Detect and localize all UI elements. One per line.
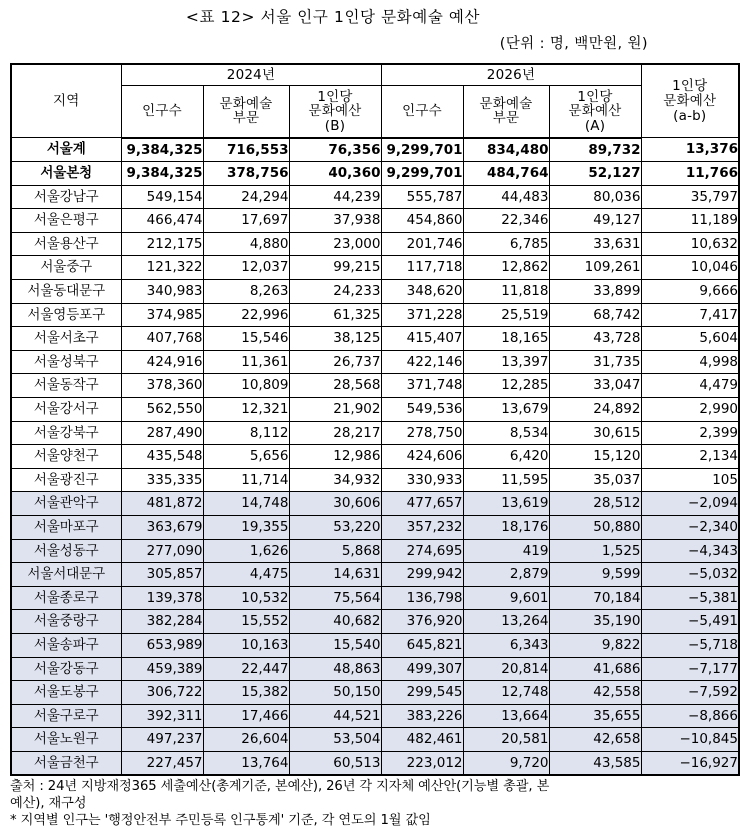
cell-pop-2026: 278,750 xyxy=(381,421,463,445)
cell-region: 서울서대문구 xyxy=(11,563,121,587)
cell-per-2026: 33,047 xyxy=(549,374,641,398)
cell-pop-2024: 227,457 xyxy=(121,751,203,775)
column-header-culture-2024 xyxy=(203,85,289,138)
cell-pop-2024: 435,548 xyxy=(121,445,203,469)
cell-culture-2024: 1,626 xyxy=(203,539,289,563)
cell-per-2026: 15,120 xyxy=(549,445,641,469)
cell-culture-2026: 13,397 xyxy=(463,350,549,374)
cell-per-2026: 33,899 xyxy=(549,280,641,304)
table-row xyxy=(11,280,739,304)
cell-diff: 11,766 xyxy=(641,162,739,186)
cell-culture-2024: 8,112 xyxy=(203,421,289,445)
cell-per-2024: 38,125 xyxy=(289,327,381,351)
cell-culture-2026: 20,581 xyxy=(463,728,549,752)
cell-diff: −5,491 xyxy=(641,610,739,634)
cell-region: 서울중구 xyxy=(11,256,121,280)
cell-pop-2024: 481,872 xyxy=(121,492,203,516)
cell-pop-2024: 9,384,325 xyxy=(121,162,203,186)
cell-pop-2024: 277,090 xyxy=(121,539,203,563)
table-header xyxy=(11,64,739,138)
cell-per-2026: 41,686 xyxy=(549,657,641,681)
cell-per-2024: 14,631 xyxy=(289,563,381,587)
cell-culture-2024: 15,546 xyxy=(203,327,289,351)
cell-culture-2026: 8,534 xyxy=(463,421,549,445)
cell-diff: 10,046 xyxy=(641,256,739,280)
cell-diff: 13,376 xyxy=(641,138,739,162)
cell-per-2024: 12,986 xyxy=(289,445,381,469)
cell-culture-2026: 44,483 xyxy=(463,185,549,209)
cell-per-2026: 70,184 xyxy=(549,586,641,610)
footnotes xyxy=(10,779,648,830)
table-row xyxy=(11,633,739,657)
cell-pop-2024: 121,322 xyxy=(121,256,203,280)
per-head-2026-line2: 문화예산 xyxy=(568,103,622,120)
cell-per-2024: 5,868 xyxy=(289,539,381,563)
cell-culture-2026: 11,818 xyxy=(463,280,549,304)
cell-pop-2024: 374,985 xyxy=(121,303,203,327)
cell-pop-2026: 549,536 xyxy=(381,398,463,422)
cell-per-2026: 89,732 xyxy=(549,138,641,162)
cell-region: 서울동작구 xyxy=(11,374,121,398)
cell-pop-2026: 136,798 xyxy=(381,586,463,610)
cell-culture-2026: 419 xyxy=(463,539,549,563)
cell-region: 서울금천구 xyxy=(11,751,121,775)
cell-per-2024: 23,000 xyxy=(289,232,381,256)
cell-culture-2024: 11,361 xyxy=(203,350,289,374)
per-head-2024-line2: 문화예산 xyxy=(308,103,362,120)
cell-per-2026: 109,261 xyxy=(549,256,641,280)
cell-pop-2026: 348,620 xyxy=(381,280,463,304)
cell-culture-2024: 12,037 xyxy=(203,256,289,280)
column-header-region: 지역 xyxy=(11,64,121,138)
cell-diff: −16,927 xyxy=(641,751,739,775)
cell-pop-2024: 305,857 xyxy=(121,563,203,587)
cell-culture-2024: 716,553 xyxy=(203,138,289,162)
table-row xyxy=(11,185,739,209)
cell-per-2026: 35,190 xyxy=(549,610,641,634)
cell-region: 서울동대문구 xyxy=(11,280,121,304)
footnote-source-line2: 예산), 재구성 xyxy=(10,795,87,811)
cell-culture-2026: 13,264 xyxy=(463,610,549,634)
cell-pop-2026: 383,226 xyxy=(381,704,463,728)
table-row xyxy=(11,303,739,327)
column-header-culture-2026 xyxy=(463,85,549,138)
cell-diff: −7,177 xyxy=(641,657,739,681)
cell-culture-2026: 484,764 xyxy=(463,162,549,186)
cell-per-2026: 31,735 xyxy=(549,350,641,374)
table-row xyxy=(11,232,739,256)
cell-pop-2026: 555,787 xyxy=(381,185,463,209)
column-header-population-2026: 인구수 xyxy=(381,85,463,138)
cell-region: 서울강동구 xyxy=(11,657,121,681)
header-row-sub xyxy=(11,85,739,138)
cell-diff: −2,340 xyxy=(641,515,739,539)
cell-region: 서울송파구 xyxy=(11,633,121,657)
cell-culture-2026: 12,862 xyxy=(463,256,549,280)
cell-culture-2024: 4,475 xyxy=(203,563,289,587)
cell-region: 서울광진구 xyxy=(11,468,121,492)
cell-per-2026: 49,127 xyxy=(549,209,641,233)
cell-region: 서울성북구 xyxy=(11,350,121,374)
diff-head-line2: 문화예산 xyxy=(663,92,717,109)
cell-diff: −5,718 xyxy=(641,633,739,657)
cell-pop-2024: 287,490 xyxy=(121,421,203,445)
culture-head-2024-line1: 문화예술 xyxy=(219,95,273,112)
cell-pop-2026: 376,920 xyxy=(381,610,463,634)
cell-per-2024: 75,564 xyxy=(289,586,381,610)
per-head-2024-line1: 1인당 xyxy=(317,88,353,105)
cell-pop-2024: 382,284 xyxy=(121,610,203,634)
table-container xyxy=(10,63,738,776)
cell-per-2026: 68,742 xyxy=(549,303,641,327)
cell-diff: −10,845 xyxy=(641,728,739,752)
cell-culture-2024: 22,447 xyxy=(203,657,289,681)
cell-per-2026: 33,631 xyxy=(549,232,641,256)
cell-culture-2026: 12,285 xyxy=(463,374,549,398)
cell-diff: 2,134 xyxy=(641,445,739,469)
cell-culture-2026: 13,664 xyxy=(463,704,549,728)
cell-per-2026: 9,599 xyxy=(549,563,641,587)
cell-culture-2026: 6,420 xyxy=(463,445,549,469)
cell-culture-2024: 4,880 xyxy=(203,232,289,256)
cell-pop-2024: 378,360 xyxy=(121,374,203,398)
cell-diff: −2,094 xyxy=(641,492,739,516)
cell-diff: 35,797 xyxy=(641,185,739,209)
column-header-year-2024: 2024년 xyxy=(121,64,381,86)
cell-diff: 2,990 xyxy=(641,398,739,422)
per-head-2026-line3: (A) xyxy=(584,117,606,134)
cell-culture-2024: 24,294 xyxy=(203,185,289,209)
column-header-population-2024: 인구수 xyxy=(121,85,203,138)
cell-per-2024: 48,863 xyxy=(289,657,381,681)
cell-pop-2026: 371,748 xyxy=(381,374,463,398)
cell-per-2026: 42,558 xyxy=(549,681,641,705)
diff-head-line3: (a-b) xyxy=(673,107,707,124)
column-header-year-2026: 2026년 xyxy=(381,64,641,86)
cell-per-2026: 80,036 xyxy=(549,185,641,209)
table-row xyxy=(11,704,739,728)
culture-head-2026-line2: 부문 xyxy=(492,110,520,127)
cell-per-2024: 26,737 xyxy=(289,350,381,374)
cell-region: 서울종로구 xyxy=(11,586,121,610)
cell-diff: −5,032 xyxy=(641,563,739,587)
table-row xyxy=(11,586,739,610)
cell-culture-2026: 834,480 xyxy=(463,138,549,162)
cell-region: 서울도봉구 xyxy=(11,681,121,705)
page-title: <표 12> 서울 인구 1인당 문화예술 예산 xyxy=(185,8,481,26)
cell-pop-2026: 201,746 xyxy=(381,232,463,256)
cell-culture-2026: 13,679 xyxy=(463,398,549,422)
cell-culture-2026: 6,343 xyxy=(463,633,549,657)
cell-culture-2024: 15,552 xyxy=(203,610,289,634)
cell-culture-2024: 11,714 xyxy=(203,468,289,492)
cell-pop-2026: 477,657 xyxy=(381,492,463,516)
cell-culture-2024: 10,532 xyxy=(203,586,289,610)
cell-pop-2026: 422,146 xyxy=(381,350,463,374)
cell-diff: 4,479 xyxy=(641,374,739,398)
cell-per-2024: 24,233 xyxy=(289,280,381,304)
cell-culture-2026: 2,879 xyxy=(463,563,549,587)
table-row xyxy=(11,327,739,351)
table-row xyxy=(11,256,739,280)
cell-per-2024: 28,217 xyxy=(289,421,381,445)
cell-pop-2026: 330,933 xyxy=(381,468,463,492)
cell-per-2026: 28,512 xyxy=(549,492,641,516)
cell-per-2024: 53,220 xyxy=(289,515,381,539)
cell-per-2024: 34,932 xyxy=(289,468,381,492)
cell-per-2024: 44,239 xyxy=(289,185,381,209)
cell-diff: 2,399 xyxy=(641,421,739,445)
cell-culture-2024: 14,748 xyxy=(203,492,289,516)
cell-culture-2026: 9,601 xyxy=(463,586,549,610)
cell-culture-2026: 13,619 xyxy=(463,492,549,516)
cell-region: 서울계 xyxy=(11,138,121,162)
cell-pop-2026: 117,718 xyxy=(381,256,463,280)
cell-region: 서울양천구 xyxy=(11,445,121,469)
cell-culture-2026: 20,814 xyxy=(463,657,549,681)
cell-region: 서울중랑구 xyxy=(11,610,121,634)
cell-diff: 11,189 xyxy=(641,209,739,233)
cell-region: 서울구로구 xyxy=(11,704,121,728)
cell-pop-2024: 9,384,325 xyxy=(121,138,203,162)
cell-per-2026: 43,585 xyxy=(549,751,641,775)
table-row xyxy=(11,610,739,634)
cell-region: 서울서초구 xyxy=(11,327,121,351)
cell-per-2026: 35,655 xyxy=(549,704,641,728)
cell-pop-2026: 482,461 xyxy=(381,728,463,752)
cell-pop-2026: 299,942 xyxy=(381,563,463,587)
cell-per-2024: 40,360 xyxy=(289,162,381,186)
cell-culture-2024: 5,656 xyxy=(203,445,289,469)
cell-per-2024: 76,356 xyxy=(289,138,381,162)
cell-culture-2024: 10,163 xyxy=(203,633,289,657)
cell-per-2026: 52,127 xyxy=(549,162,641,186)
per-head-2026-line1: 1인당 xyxy=(577,88,613,105)
cell-pop-2026: 274,695 xyxy=(381,539,463,563)
cell-pop-2024: 424,916 xyxy=(121,350,203,374)
table-row xyxy=(11,492,739,516)
cell-per-2024: 40,682 xyxy=(289,610,381,634)
cell-culture-2024: 26,604 xyxy=(203,728,289,752)
table-row xyxy=(11,209,739,233)
table-row xyxy=(11,138,739,162)
table-row xyxy=(11,657,739,681)
cell-pop-2024: 549,154 xyxy=(121,185,203,209)
cell-diff: 105 xyxy=(641,468,739,492)
cell-pop-2024: 407,768 xyxy=(121,327,203,351)
cell-pop-2024: 335,335 xyxy=(121,468,203,492)
cell-region: 서울강서구 xyxy=(11,398,121,422)
cell-culture-2026: 9,720 xyxy=(463,751,549,775)
culture-head-2026-line1: 문화예술 xyxy=(479,95,533,112)
cell-diff: 9,666 xyxy=(641,280,739,304)
cell-pop-2026: 424,606 xyxy=(381,445,463,469)
cell-per-2024: 53,504 xyxy=(289,728,381,752)
cell-culture-2026: 6,785 xyxy=(463,232,549,256)
cell-per-2026: 30,615 xyxy=(549,421,641,445)
cell-per-2026: 42,658 xyxy=(549,728,641,752)
cell-per-2026: 35,037 xyxy=(549,468,641,492)
table-body xyxy=(11,138,739,775)
cell-diff: 7,417 xyxy=(641,303,739,327)
cell-diff: 5,604 xyxy=(641,327,739,351)
footnote-source-line1: 출처 : 24년 지방재정365 세출예산(총계기준, 본예산), 26년 각 지자체 예산안(기능별 총괄, 본 xyxy=(10,779,550,795)
cell-culture-2024: 8,263 xyxy=(203,280,289,304)
cell-pop-2026: 9,299,701 xyxy=(381,138,463,162)
cell-pop-2026: 371,228 xyxy=(381,303,463,327)
cell-region: 서울노원구 xyxy=(11,728,121,752)
cell-pop-2024: 562,550 xyxy=(121,398,203,422)
table-row xyxy=(11,162,739,186)
cell-per-2024: 61,325 xyxy=(289,303,381,327)
table-row xyxy=(11,515,739,539)
cell-diff: −8,866 xyxy=(641,704,739,728)
cell-pop-2026: 454,860 xyxy=(381,209,463,233)
cell-region: 서울용산구 xyxy=(11,232,121,256)
cell-culture-2026: 11,595 xyxy=(463,468,549,492)
cell-per-2024: 21,902 xyxy=(289,398,381,422)
footnote-note: * 지역별 인구는 '행정안전부 주민등록 인구통계' 기준, 각 연도의 1월 값임 xyxy=(10,812,431,828)
cell-region: 서울성동구 xyxy=(11,539,121,563)
cell-pop-2026: 9,299,701 xyxy=(381,162,463,186)
cell-culture-2026: 18,176 xyxy=(463,515,549,539)
cell-pop-2024: 497,237 xyxy=(121,728,203,752)
cell-per-2024: 15,540 xyxy=(289,633,381,657)
table-row xyxy=(11,445,739,469)
cell-pop-2024: 139,378 xyxy=(121,586,203,610)
culture-head-2024-line2: 부문 xyxy=(232,110,260,127)
diff-head-line1: 1인당 xyxy=(672,78,708,95)
cell-per-2024: 28,568 xyxy=(289,374,381,398)
column-header-per-capita-2024 xyxy=(289,85,381,138)
cell-region: 서울영등포구 xyxy=(11,303,121,327)
cell-per-2024: 37,938 xyxy=(289,209,381,233)
cell-per-2024: 44,521 xyxy=(289,704,381,728)
cell-pop-2024: 459,389 xyxy=(121,657,203,681)
column-header-difference xyxy=(641,64,739,138)
cell-culture-2026: 22,346 xyxy=(463,209,549,233)
cell-region: 서울관악구 xyxy=(11,492,121,516)
cell-per-2026: 9,822 xyxy=(549,633,641,657)
table-row xyxy=(11,563,739,587)
cell-region: 서울은평구 xyxy=(11,209,121,233)
header-row-group xyxy=(11,64,739,86)
per-head-2024-line3: (B) xyxy=(324,117,346,134)
cell-culture-2024: 13,764 xyxy=(203,751,289,775)
cell-culture-2026: 12,748 xyxy=(463,681,549,705)
table-row xyxy=(11,421,739,445)
footnote-source xyxy=(10,779,648,813)
budget-table xyxy=(10,63,740,776)
table-row xyxy=(11,398,739,422)
cell-pop-2024: 340,983 xyxy=(121,280,203,304)
table-row xyxy=(11,681,739,705)
cell-region: 서울본청 xyxy=(11,162,121,186)
cell-diff: 10,632 xyxy=(641,232,739,256)
cell-culture-2024: 17,697 xyxy=(203,209,289,233)
cell-pop-2024: 392,311 xyxy=(121,704,203,728)
cell-diff: −5,381 xyxy=(641,586,739,610)
cell-culture-2024: 22,996 xyxy=(203,303,289,327)
cell-per-2026: 43,728 xyxy=(549,327,641,351)
table-row xyxy=(11,539,739,563)
cell-region: 서울강남구 xyxy=(11,185,121,209)
cell-culture-2024: 10,809 xyxy=(203,374,289,398)
cell-pop-2026: 645,821 xyxy=(381,633,463,657)
cell-pop-2024: 653,989 xyxy=(121,633,203,657)
cell-culture-2024: 15,382 xyxy=(203,681,289,705)
cell-pop-2024: 363,679 xyxy=(121,515,203,539)
cell-region: 서울마포구 xyxy=(11,515,121,539)
cell-per-2024: 50,150 xyxy=(289,681,381,705)
cell-culture-2024: 17,466 xyxy=(203,704,289,728)
cell-diff: −7,592 xyxy=(641,681,739,705)
cell-culture-2026: 18,165 xyxy=(463,327,549,351)
cell-region: 서울강북구 xyxy=(11,421,121,445)
cell-pop-2026: 357,232 xyxy=(381,515,463,539)
cell-pop-2024: 466,474 xyxy=(121,209,203,233)
cell-pop-2024: 212,175 xyxy=(121,232,203,256)
cell-culture-2026: 25,519 xyxy=(463,303,549,327)
cell-per-2026: 24,892 xyxy=(549,398,641,422)
cell-pop-2026: 223,012 xyxy=(381,751,463,775)
cell-per-2024: 30,606 xyxy=(289,492,381,516)
cell-culture-2024: 19,355 xyxy=(203,515,289,539)
cell-pop-2026: 299,545 xyxy=(381,681,463,705)
cell-culture-2024: 12,321 xyxy=(203,398,289,422)
cell-culture-2024: 378,756 xyxy=(203,162,289,186)
table-row xyxy=(11,350,739,374)
table-row xyxy=(11,728,739,752)
cell-per-2024: 60,513 xyxy=(289,751,381,775)
cell-pop-2026: 415,407 xyxy=(381,327,463,351)
table-row xyxy=(11,468,739,492)
cell-diff: 4,998 xyxy=(641,350,739,374)
cell-per-2024: 99,215 xyxy=(289,256,381,280)
unit-note: (단위 : 명, 백만원, 원) xyxy=(499,35,648,52)
column-header-per-capita-2026 xyxy=(549,85,641,138)
table-row xyxy=(11,374,739,398)
cell-per-2026: 1,525 xyxy=(549,539,641,563)
table-row xyxy=(11,751,739,775)
cell-pop-2024: 306,722 xyxy=(121,681,203,705)
cell-diff: −4,343 xyxy=(641,539,739,563)
cell-pop-2026: 499,307 xyxy=(381,657,463,681)
cell-per-2026: 50,880 xyxy=(549,515,641,539)
